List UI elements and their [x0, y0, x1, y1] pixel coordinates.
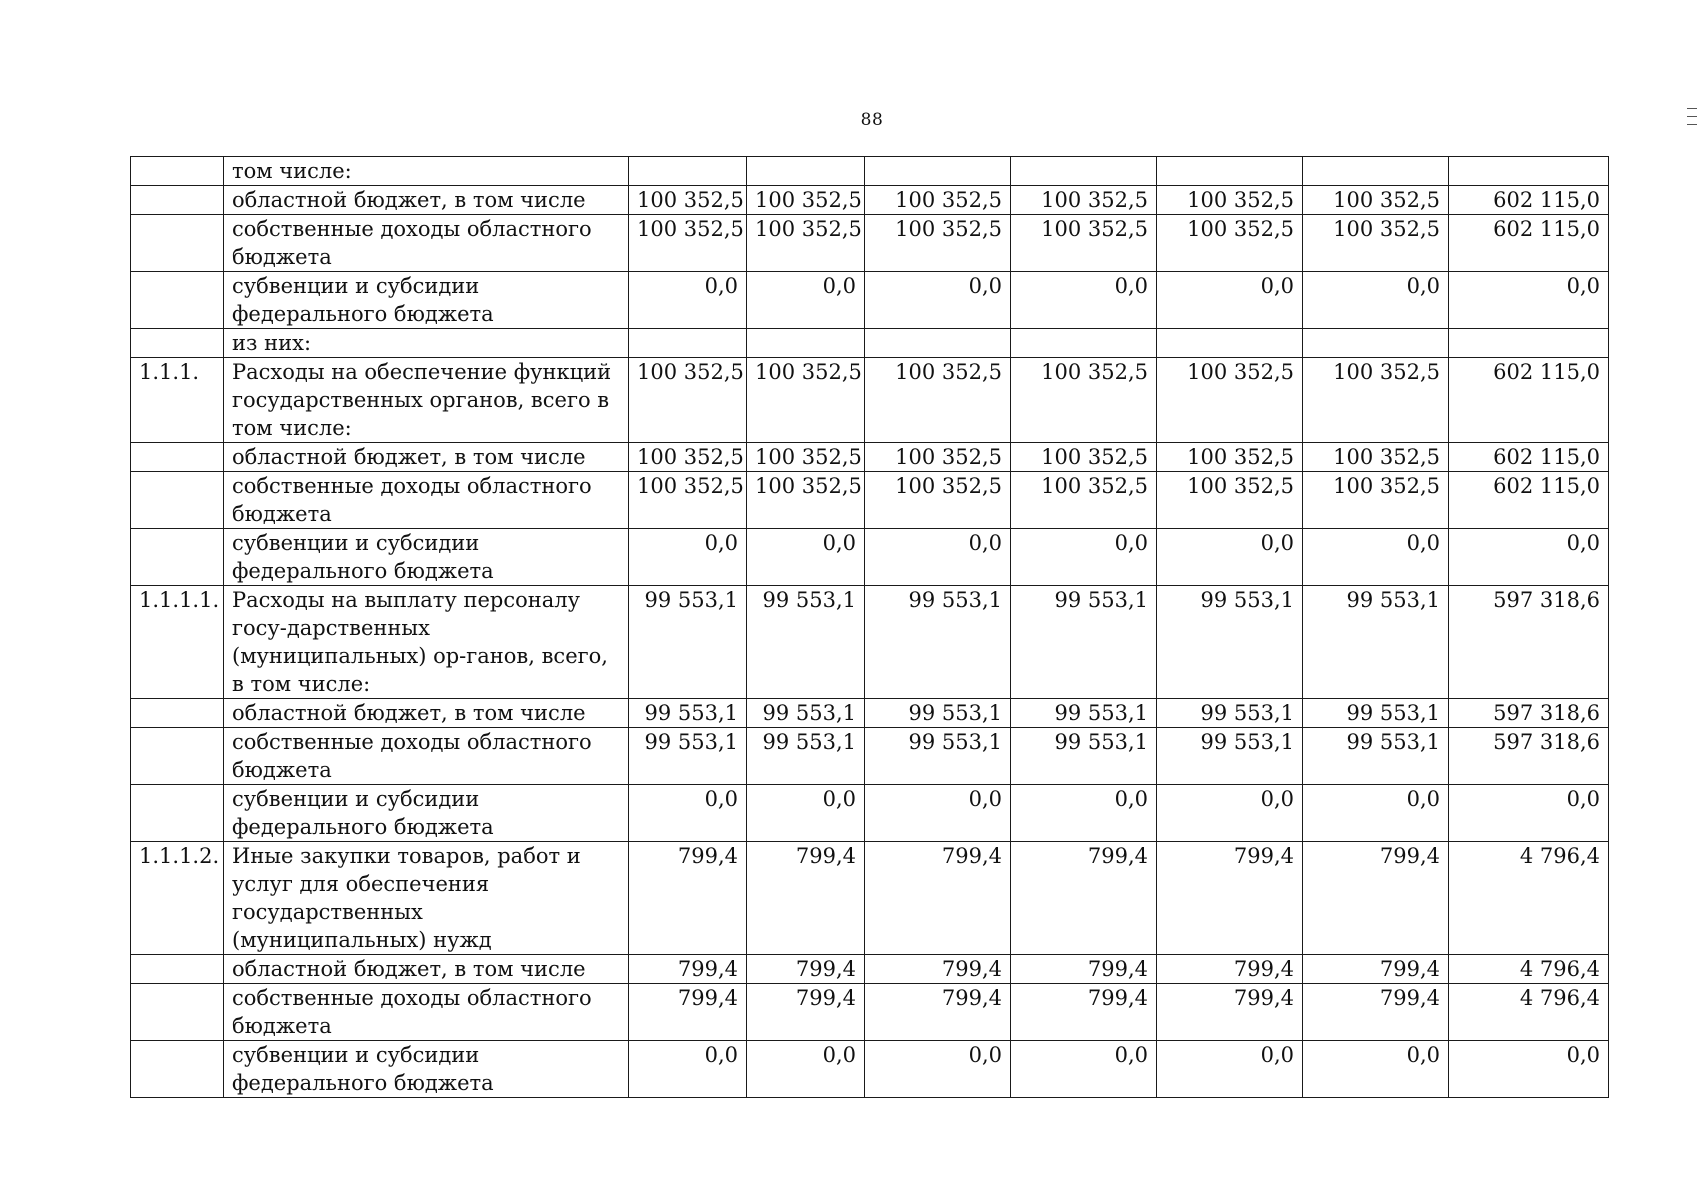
row-code — [131, 728, 224, 785]
value-cell — [1011, 329, 1157, 358]
value-cell: 0,0 — [865, 272, 1011, 329]
row-description: Расходы на обеспечение функций государственных органов, всего в том числе: — [224, 358, 629, 443]
value-cell: 0,0 — [629, 785, 747, 842]
value-cell — [1303, 157, 1449, 186]
value-cell: 799,4 — [1011, 955, 1157, 984]
table-row — [131, 358, 1609, 443]
value-cell: 99 553,1 — [629, 728, 747, 785]
table-row — [131, 215, 1609, 272]
value-cell — [747, 329, 865, 358]
row-description: субвенции и субсидии федерального бюджета — [224, 529, 629, 586]
row-code — [131, 443, 224, 472]
value-cell: 0,0 — [865, 529, 1011, 586]
value-cell: 0,0 — [865, 785, 1011, 842]
total-cell — [1449, 157, 1609, 186]
value-cell: 799,4 — [747, 842, 865, 955]
value-cell: 799,4 — [1011, 984, 1157, 1041]
row-code: 1.1.1.1. — [131, 586, 224, 699]
row-code: 1.1.1. — [131, 358, 224, 443]
row-code — [131, 984, 224, 1041]
value-cell: 100 352,5 — [629, 358, 747, 443]
table-row — [131, 728, 1609, 785]
value-cell: 99 553,1 — [865, 699, 1011, 728]
value-cell: 799,4 — [629, 955, 747, 984]
row-description: из них: — [224, 329, 629, 358]
row-description: субвенции и субсидии федерального бюджета — [224, 785, 629, 842]
value-cell: 100 352,5 — [747, 186, 865, 215]
row-code — [131, 529, 224, 586]
value-cell: 100 352,5 — [1157, 358, 1303, 443]
value-cell: 100 352,5 — [629, 443, 747, 472]
table-row — [131, 955, 1609, 984]
value-cell: 0,0 — [747, 529, 865, 586]
value-cell: 0,0 — [1011, 1041, 1157, 1098]
value-cell: 100 352,5 — [865, 358, 1011, 443]
value-cell: 799,4 — [747, 955, 865, 984]
value-cell: 0,0 — [1303, 272, 1449, 329]
value-cell: 99 553,1 — [1303, 728, 1449, 785]
budget-table — [130, 156, 1609, 1098]
total-cell: 597 318,6 — [1449, 699, 1609, 728]
row-description: областной бюджет, в том числе — [224, 955, 629, 984]
value-cell: 100 352,5 — [1157, 472, 1303, 529]
value-cell: 100 352,5 — [865, 215, 1011, 272]
value-cell — [1303, 329, 1449, 358]
value-cell: 0,0 — [1303, 785, 1449, 842]
row-description: Расходы на выплату персоналу госу-дарственных (муниципальных) ор-ганов, всего, в том числе: — [224, 586, 629, 699]
value-cell — [1157, 157, 1303, 186]
value-cell: 100 352,5 — [1157, 186, 1303, 215]
value-cell: 100 352,5 — [1011, 186, 1157, 215]
total-cell: 4 796,4 — [1449, 842, 1609, 955]
value-cell: 0,0 — [1157, 785, 1303, 842]
value-cell: 99 553,1 — [1157, 699, 1303, 728]
value-cell: 99 553,1 — [747, 728, 865, 785]
value-cell: 100 352,5 — [629, 215, 747, 272]
page-edge-mark — [1687, 108, 1697, 136]
row-description: том числе: — [224, 157, 629, 186]
row-description: собственные доходы областного бюджета — [224, 472, 629, 529]
value-cell: 100 352,5 — [747, 358, 865, 443]
total-cell: 0,0 — [1449, 272, 1609, 329]
table-row — [131, 984, 1609, 1041]
value-cell: 100 352,5 — [1303, 186, 1449, 215]
row-description: субвенции и субсидии федерального бюджета — [224, 1041, 629, 1098]
value-cell: 799,4 — [629, 842, 747, 955]
value-cell: 99 553,1 — [629, 699, 747, 728]
value-cell: 100 352,5 — [1011, 472, 1157, 529]
value-cell: 100 352,5 — [865, 186, 1011, 215]
value-cell — [1011, 157, 1157, 186]
value-cell — [1157, 329, 1303, 358]
value-cell: 799,4 — [1303, 984, 1449, 1041]
row-description: областной бюджет, в том числе — [224, 443, 629, 472]
value-cell: 99 553,1 — [1303, 586, 1449, 699]
value-cell: 799,4 — [865, 955, 1011, 984]
row-code — [131, 1041, 224, 1098]
value-cell: 100 352,5 — [1303, 358, 1449, 443]
total-cell: 597 318,6 — [1449, 728, 1609, 785]
table-row — [131, 785, 1609, 842]
table-row — [131, 586, 1609, 699]
value-cell: 99 553,1 — [629, 586, 747, 699]
value-cell: 99 553,1 — [865, 728, 1011, 785]
table-row — [131, 1041, 1609, 1098]
table-row — [131, 472, 1609, 529]
value-cell: 100 352,5 — [747, 472, 865, 529]
value-cell: 100 352,5 — [629, 472, 747, 529]
row-description: Иные закупки товаров, работ и услуг для обеспечения государственных (муниципальных) нужд — [224, 842, 629, 955]
row-code — [131, 329, 224, 358]
value-cell: 799,4 — [1157, 842, 1303, 955]
value-cell: 0,0 — [629, 272, 747, 329]
total-cell — [1449, 329, 1609, 358]
row-description: областной бюджет, в том числе — [224, 186, 629, 215]
value-cell: 100 352,5 — [629, 186, 747, 215]
value-cell: 799,4 — [747, 984, 865, 1041]
row-description: областной бюджет, в том числе — [224, 699, 629, 728]
row-code — [131, 699, 224, 728]
value-cell — [747, 157, 865, 186]
value-cell: 799,4 — [1157, 984, 1303, 1041]
total-cell: 0,0 — [1449, 1041, 1609, 1098]
row-code — [131, 157, 224, 186]
row-description: собственные доходы областного бюджета — [224, 215, 629, 272]
value-cell: 100 352,5 — [747, 443, 865, 472]
value-cell: 99 553,1 — [1011, 586, 1157, 699]
value-cell: 0,0 — [1011, 785, 1157, 842]
row-code — [131, 785, 224, 842]
table-row — [131, 699, 1609, 728]
value-cell: 100 352,5 — [865, 443, 1011, 472]
row-code — [131, 472, 224, 529]
total-cell: 602 115,0 — [1449, 443, 1609, 472]
value-cell — [865, 157, 1011, 186]
table-row — [131, 329, 1609, 358]
table-row — [131, 529, 1609, 586]
value-cell: 799,4 — [1303, 842, 1449, 955]
value-cell: 0,0 — [629, 529, 747, 586]
row-description: субвенции и субсидии федерального бюджета — [224, 272, 629, 329]
row-code — [131, 215, 224, 272]
row-description: собственные доходы областного бюджета — [224, 728, 629, 785]
table-row — [131, 842, 1609, 955]
value-cell: 0,0 — [1157, 272, 1303, 329]
value-cell: 799,4 — [629, 984, 747, 1041]
value-cell: 799,4 — [1011, 842, 1157, 955]
value-cell: 0,0 — [747, 272, 865, 329]
total-cell: 602 115,0 — [1449, 186, 1609, 215]
value-cell: 0,0 — [1303, 529, 1449, 586]
value-cell: 99 553,1 — [1011, 728, 1157, 785]
value-cell: 100 352,5 — [1303, 443, 1449, 472]
page-number: 88 — [860, 110, 884, 130]
value-cell: 0,0 — [1157, 529, 1303, 586]
total-cell: 602 115,0 — [1449, 472, 1609, 529]
table-row — [131, 443, 1609, 472]
table-row — [131, 272, 1609, 329]
value-cell: 0,0 — [629, 1041, 747, 1098]
value-cell — [629, 329, 747, 358]
value-cell: 799,4 — [865, 842, 1011, 955]
value-cell: 99 553,1 — [747, 586, 865, 699]
value-cell: 99 553,1 — [747, 699, 865, 728]
value-cell: 0,0 — [1011, 272, 1157, 329]
total-cell: 4 796,4 — [1449, 984, 1609, 1041]
value-cell: 99 553,1 — [1303, 699, 1449, 728]
value-cell: 100 352,5 — [865, 472, 1011, 529]
table-row — [131, 186, 1609, 215]
value-cell — [629, 157, 747, 186]
row-code — [131, 186, 224, 215]
value-cell: 0,0 — [1157, 1041, 1303, 1098]
value-cell — [865, 329, 1011, 358]
total-cell: 4 796,4 — [1449, 955, 1609, 984]
value-cell: 99 553,1 — [1157, 586, 1303, 699]
value-cell: 799,4 — [1303, 955, 1449, 984]
total-cell: 0,0 — [1449, 785, 1609, 842]
value-cell: 100 352,5 — [1303, 215, 1449, 272]
value-cell: 100 352,5 — [1303, 472, 1449, 529]
total-cell: 602 115,0 — [1449, 215, 1609, 272]
value-cell: 100 352,5 — [1157, 443, 1303, 472]
table-row — [131, 157, 1609, 186]
total-cell: 0,0 — [1449, 529, 1609, 586]
row-code — [131, 272, 224, 329]
total-cell: 602 115,0 — [1449, 358, 1609, 443]
value-cell: 0,0 — [747, 1041, 865, 1098]
value-cell: 100 352,5 — [1157, 215, 1303, 272]
value-cell: 99 553,1 — [1011, 699, 1157, 728]
value-cell: 100 352,5 — [747, 215, 865, 272]
value-cell: 0,0 — [1011, 529, 1157, 586]
value-cell: 0,0 — [1303, 1041, 1449, 1098]
row-code: 1.1.1.2. — [131, 842, 224, 955]
value-cell: 799,4 — [1157, 955, 1303, 984]
value-cell: 799,4 — [865, 984, 1011, 1041]
value-cell: 0,0 — [865, 1041, 1011, 1098]
value-cell: 99 553,1 — [1157, 728, 1303, 785]
value-cell: 100 352,5 — [1011, 215, 1157, 272]
total-cell: 597 318,6 — [1449, 586, 1609, 699]
value-cell: 100 352,5 — [1011, 358, 1157, 443]
row-code — [131, 955, 224, 984]
value-cell: 99 553,1 — [865, 586, 1011, 699]
value-cell: 100 352,5 — [1011, 443, 1157, 472]
value-cell: 0,0 — [747, 785, 865, 842]
row-description: собственные доходы областного бюджета — [224, 984, 629, 1041]
